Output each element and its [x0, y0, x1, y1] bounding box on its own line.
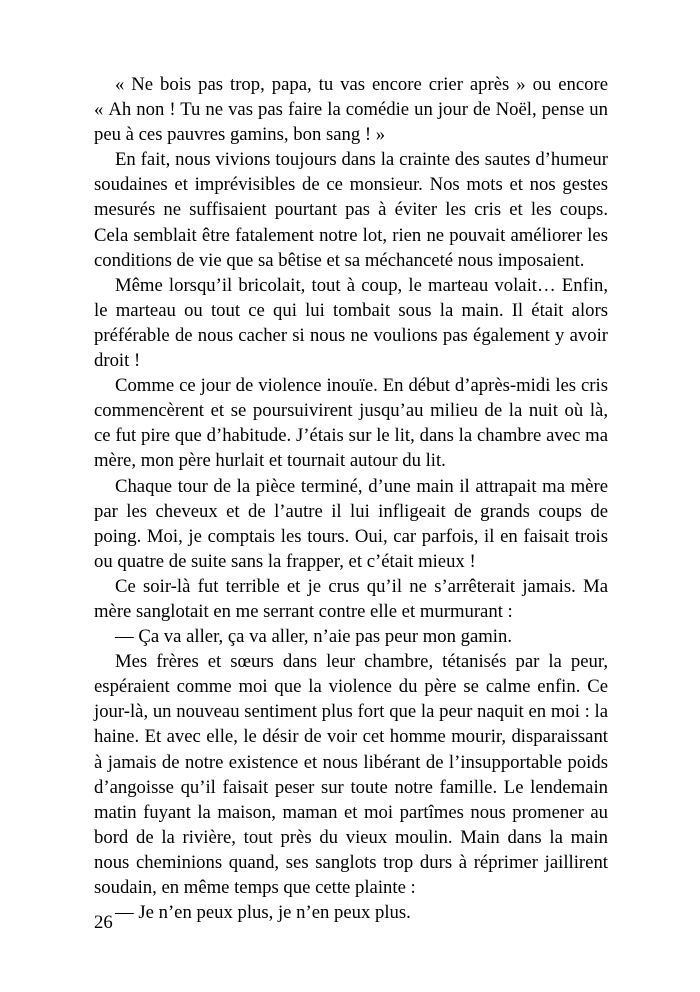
- paragraph: Ce soir-là fut terrible et je crus qu’il ne s’arrêterait jamais. Ma mère sanglotait en me serrant contre elle et murmurant :: [94, 575, 608, 622]
- paragraph: — Ça va aller, ça va aller, n’aie pas peur mon gamin.: [115, 626, 513, 648]
- paragraph: En fait, nous vivions toujours dans la crainte des sautes d’humeur soudaines et imprévisibles de ce monsieur. Nos mots et nos gestes mesurés ne suffisaient pourtant pas à éviter les cris et les coups. Cela semblait être fatalement notre lot, rien ne pouvait améliorer les conditions de vie que sa bêtise et sa méchanceté nous imposaient.: [94, 149, 608, 271]
- paragraph: « Ne bois pas trop, papa, tu vas encore crier après » ou encore « Ah non ! Tu ne vas pas faire la comédie un jour de Noël, pense un peu à ces pauvres gamins, bon sang ! »: [94, 74, 608, 146]
- text-block: [94, 72, 608, 925]
- paragraph: — Je n’en peux plus, je n’en peux plus.: [115, 902, 411, 924]
- paragraph: Mes frères et sœurs dans leur chambre, tétanisés par la peur, espéraient comme moi que la violence du père se calme enfin. Ce jour-là, un nouveau sentiment plus fort que la peur naquit en moi : la haine. Et avec elle, le désir de voir cet homme mourir, disparaissant à jamais de notre existence et nous libérant de l’insupportable poids d’angoisse qu’il faisait peser sur toute notre famille. Le lendemain matin fuyant la maison, maman et moi partîmes nous promener au bord de la rivière, tout près du vieux moulin. Main dans la main nous cheminions quand, ses sanglots trop durs à réprimer jaillirent soudain, en même temps que cette plainte :: [94, 651, 608, 898]
- page-number: 26: [94, 912, 113, 933]
- paragraph: Même lorsqu’il bricolait, tout à coup, le marteau volait… Enfin, le marteau ou tout ce qui lui tombait sous la main. Il était alors préférable de nous cacher si nous ne voulions pas également y avoir droit !: [94, 274, 608, 372]
- paragraph: Comme ce jour de violence inouïe. En début d’après-midi les cris commencèrent et se poursuivirent jusqu’au milieu de la nuit où là, ce fut pire que d’habitude. J’étais sur le lit, dans la chambre avec ma mère, mon père hurlait et tournait autour du lit.: [94, 375, 608, 472]
- paragraph: Chaque tour de la pièce terminé, d’une main il attrapait ma mère par les cheveux et de l’autre il lui infligeait de grands coups de poing. Moi, je comptais les tours. Oui, car parfois, il en faisait trois ou quatre de suite sans la frapper, et c’était mieux !: [94, 475, 608, 572]
